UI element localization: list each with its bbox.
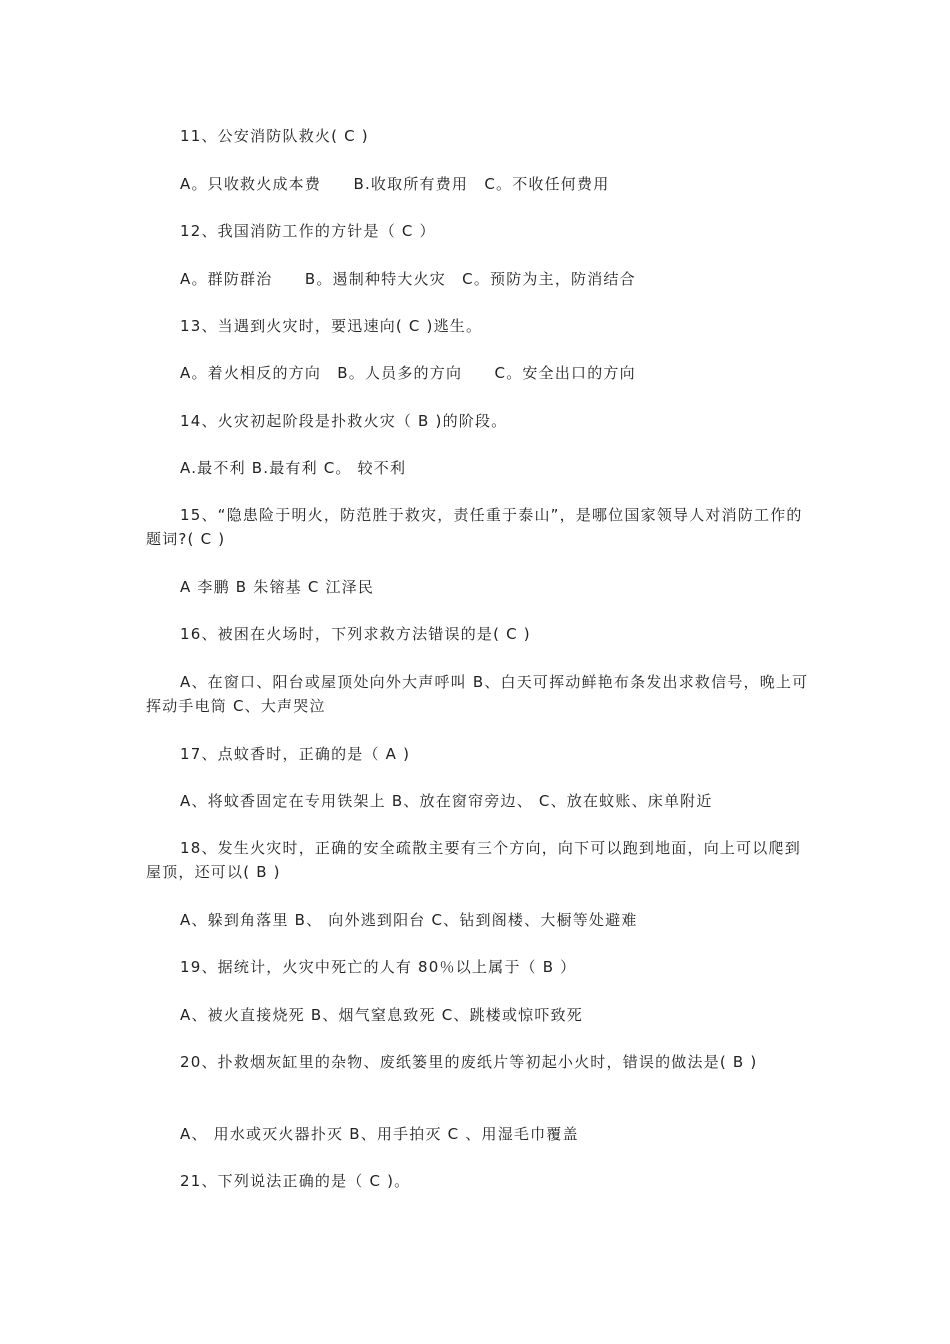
question-12: 12、我国消防工作的方针是（ C ） (180, 222, 436, 240)
question-17: 17、点蚊香时，正确的是（ A ) (180, 745, 411, 763)
question-19: 19、据统计，火灾中死亡的人有 80％以上属于（ B ） (180, 958, 577, 976)
options-19: A、被火直接烧死 B、烟气窒息致死 C、跳楼或惊吓致死 (180, 1006, 583, 1024)
question-13: 13、当遇到火灾时，要迅速向( C )逃生。 (180, 317, 483, 335)
options-15: A 李鹏 B 朱镕基 C 江泽民 (180, 578, 375, 596)
options-11: A。只收救火成本费 B.收取所有费用 C。不收任何费用 (180, 175, 610, 193)
options-18: A、躲到角落里 B、 向外逃到阳台 C、钻到阁楼、大橱等处避难 (180, 911, 638, 929)
options-20: A、 用水或灭火器扑灭 B、用手拍灭 C 、用湿毛巾覆盖 (180, 1125, 579, 1143)
question-21: 21、下列说法正确的是（ C )。 (180, 1172, 411, 1190)
question-15: 15、“隐患险于明火，防范胜于救灾，责任重于泰山”，是哪位国家领导人对消防工作的题词?( C ) (146, 506, 803, 548)
question-16: 16、被困在火场时，下列求救方法错误的是( C ) (180, 625, 531, 643)
question-20: 20、扑救烟灰缸里的杂物、废纸篓里的废纸片等初起小火时，错误的做法是( B ) (180, 1053, 758, 1071)
options-16: A、在窗口、阳台或屋顶处向外大声呼叫 B、白天可挥动鲜艳布条发出求救信号，晚上可挥动手电筒 C、大声哭泣 (146, 673, 809, 715)
question-14: 14、火灾初起阶段是扑救火灾（ B )的阶段。 (180, 412, 508, 430)
options-17: A、将蚊香固定在专用铁架上 B、放在窗帘旁边、 C、放在蚊账、床单附近 (180, 792, 713, 810)
options-14: A.最不利 B.最有利 C。 较不利 (180, 459, 407, 477)
options-12: A。群防群治 B。遏制种特大火灾 C。预防为主，防消结合 (180, 270, 636, 288)
question-11: 11、公安消防队救火( C ) (180, 127, 369, 145)
question-18: 18、发生火灾时，正确的安全疏散主要有三个方向，向下可以跑到地面，向上可以爬到屋顶，还可以( B ) (146, 839, 801, 881)
options-13: A。着火相反的方向 B。人员多的方向 C。安全出口的方向 (180, 364, 636, 382)
